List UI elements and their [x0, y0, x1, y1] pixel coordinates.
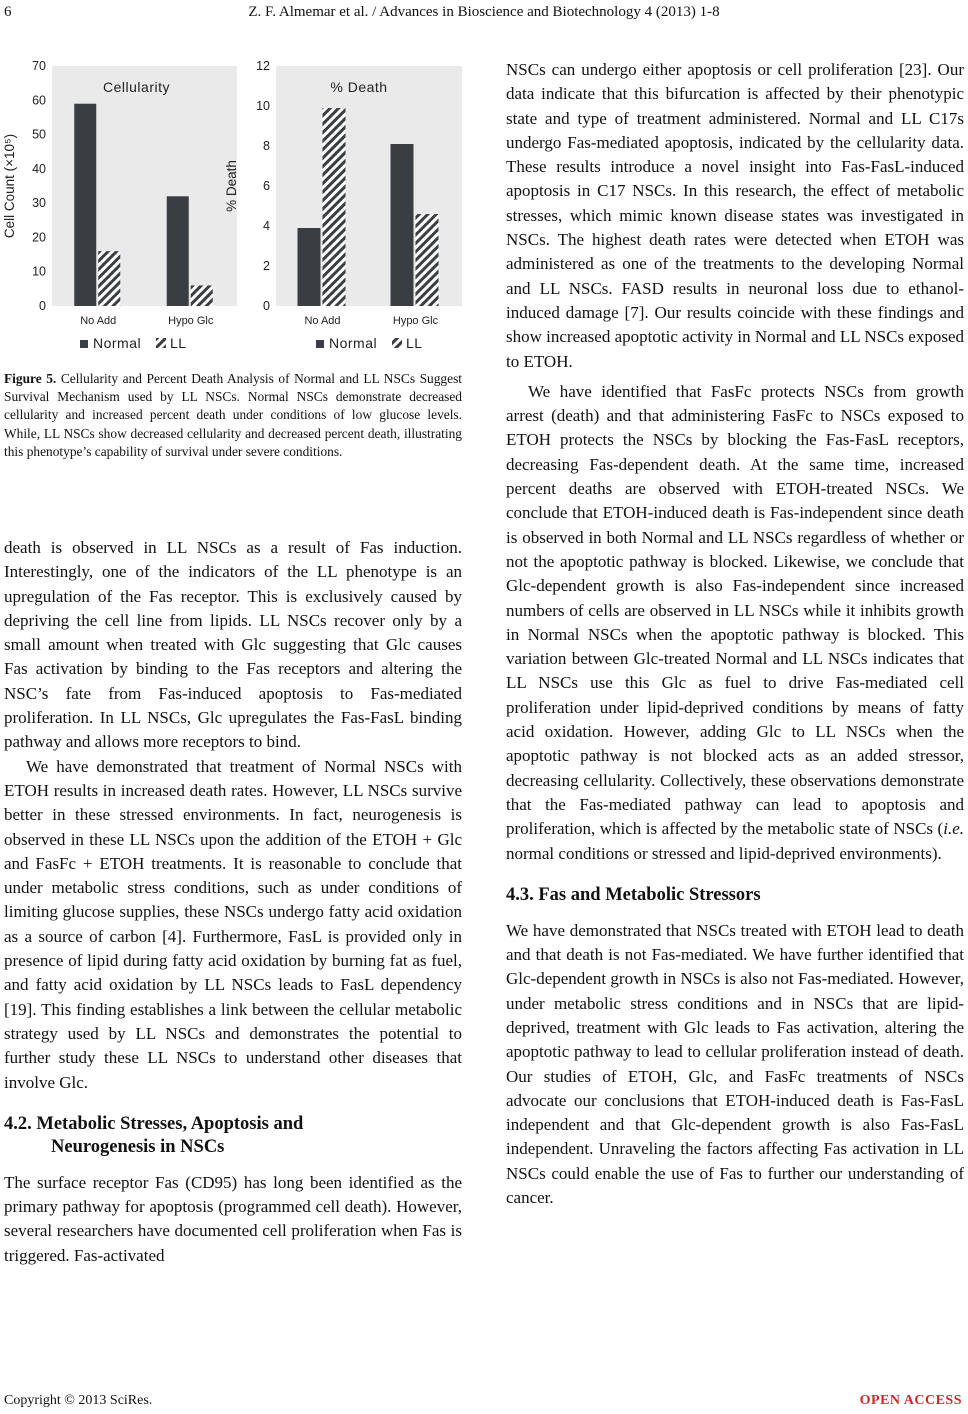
y-axis-label: % Death	[224, 160, 239, 212]
copyright-notice: Copyright © 2013 SciRes.	[4, 1393, 153, 1408]
paragraph	[506, 380, 964, 866]
bar-normal-no-add	[74, 104, 96, 306]
legend-label-ll: LL	[170, 335, 187, 351]
running-title: Z. F. Almemar et al. / Advances in Bioscience and Biotechnology 4 (2013) 1-8	[248, 4, 720, 20]
paragraph: The surface receptor Fas (CD95) has long been identified as the primary pathway for apoptosis (programmed cell death). However, several researchers have documented cell proliferation when Fas is triggered. Fas-activated	[4, 1172, 462, 1265]
bar-ll-no-add	[323, 108, 346, 306]
bar-normal-hypo-glc	[167, 196, 189, 306]
bar-ll-hypo-glc	[191, 285, 213, 306]
paragraph: We have demonstrated that treatment of Normal NSCs with ETOH results in increased death rates. However, LL NSCs survive better in these stressed environments. In fact, neurogenesis is observed in these LL NSCs upon the addition of the ETOH + Glc and FasFc + ETOH treatments. It is reasonable to conclude that under metabolic stress conditions, such as under conditions of limiting glucose supplies, these NSCs undergo fatty acid oxidation as a source of carbon [4]. Furthermore, FasL is provided only in presence of lipid during fatty acid oxidation by burning fat as fuel, and fatty acid oxidation by LL NSCs leads to FasL dependency [19]. This finding establishes a link between the cellular metabolic strategy used by LL NSCs and demonstrates the potential to further study these LL NSCs to understand other diseases that involve Glc.	[4, 756, 462, 1092]
y-tick-label: 8	[263, 139, 270, 153]
open-access-label: OPEN ACCESS	[859, 1393, 962, 1408]
y-axis-label: Cell Count (×10⁵)	[2, 133, 17, 239]
paragraph-text: normal conditions or stressed and lipid-deprived environments).	[506, 843, 942, 863]
x-tick-label: No Add	[304, 315, 341, 327]
legend-label-normal: Normal	[93, 335, 142, 351]
figure-caption	[4, 370, 462, 461]
paragraph: NSCs can undergo either apoptosis or cell proliferation [23]. Our data indicate that this bifurcation is affected by their phenotypic state and type of treatment administered. Normal and LL C17s undergo Fas-mediated apoptosis, indicated by the cellularity data. These results introduce a novel insight into Fas-FasL-induced apoptosis in C17 NSCs. In this research, the effect of metabolic stresses, which mimic known disease states was investigated in NSCs. The highest death rates were detected when ETOH was administered as one of the treatments to the developing Normal and LL NSCs. FASD results in neuronal loss due to ethanol-induced damage [7]. Our results coincide with these findings and show increased apoptotic activity in Normal and LL NSCs exposed to ETOH.	[506, 60, 964, 371]
chart-title: % Death	[330, 79, 388, 95]
heading-line: Neurogenesis in NSCs	[51, 1136, 225, 1157]
x-tick-label: Hypo Glc	[392, 315, 439, 327]
y-tick-label: 12	[256, 59, 270, 73]
chart-title: Cellularity	[103, 79, 170, 95]
left-column	[4, 536, 462, 1268]
paragraph: We have demonstrated that NSCs treated with ETOH lead to death and that death is not Fas-mediated. We have further identified that Glc-dependent growth in NSCs is also not Fas-mediated. However, under metabolic stress conditions and in NSCs that are lipid-deprived, treatment with Glc leads to Fas activation, altering the apoptotic pathway to lead to cellular proliferation instead of death. Our studies of ETOH, Glc, and FasFc treatments of NSCs advocate our conclusions that ETOH-induced death is Fas-FasL independent and that Glc-dependent growth is also Fas-FasL independent. Unraveling the factors affecting Fas activation in LL NSCs could enable the use of Fas to further our understanding of cancer.	[506, 920, 964, 1208]
y-tick-label: 0	[263, 299, 270, 313]
y-tick-label: 50	[32, 127, 46, 142]
legend-swatch-ll	[156, 338, 166, 348]
y-tick-label: 0	[39, 299, 46, 313]
legend-label-ll: LL	[406, 335, 423, 351]
x-tick-label: No Add	[80, 315, 117, 327]
bar-normal-hypo-glc	[391, 144, 414, 306]
percent-death-chart	[224, 52, 465, 364]
legend-swatch-normal	[80, 340, 88, 348]
legend-swatch-ll	[392, 338, 402, 348]
y-tick-label: 2	[263, 259, 270, 273]
y-tick-label: 30	[32, 196, 46, 211]
figure-caption-text: Cellularity and Percent Death Analysis of Normal and LL NSCs Suggest Survival Mechanism used by LL NSCs. Normal NSCs demonstrate decreased cellularity and increased percent death under conditions of low glucose levels. While, LL NSCs show decreased cellularity and decreased percent death, illustrating this phenotype’s capability of survival under severe conditions.	[4, 371, 462, 459]
y-tick-label: 40	[32, 161, 46, 176]
y-tick-label: 60	[32, 93, 46, 108]
x-tick-label: Hypo Glc	[168, 315, 214, 327]
y-tick-label: 10	[32, 264, 46, 279]
legend-label-normal: Normal	[329, 335, 378, 351]
page-number: 6	[4, 4, 12, 20]
section-heading-4-3: 4.3. Fas and Metabolic Stressors	[506, 884, 761, 905]
paragraph: death is observed in LL NSCs as a result of Fas induction. Interestingly, one of the indicators of the LL phenotype is an upregulation of the Fas receptor. This is exclusively caused by depriving the cell line from lipids. LL NSCs recover only by a small amount when treated with Glc suggesting that Glc causes Fas activation by binding to the Fas receptors and altering the NSC’s fate from Fas-induced apoptosis to Fas-mediated proliferation. In LL NSCs, Glc upregulates the Fas-FasL binding pathway and allows more receptors to bind.	[4, 538, 462, 752]
y-tick-label: 20	[32, 230, 46, 245]
legend-swatch-normal	[316, 340, 324, 348]
bar-ll-no-add	[98, 251, 120, 306]
cellularity-chart	[0, 52, 245, 364]
y-tick-label: 4	[263, 219, 270, 233]
y-tick-label: 10	[256, 99, 270, 113]
section-heading-4-2	[4, 1113, 462, 1159]
figure-label: Figure 5.	[4, 371, 57, 386]
heading-line: 4.2. Metabolic Stresses, Apoptosis and	[4, 1113, 304, 1134]
y-tick-label: 70	[32, 59, 46, 73]
right-column	[506, 58, 964, 1210]
italic-ie: i.e.	[943, 819, 964, 839]
bar-normal-no-add	[298, 228, 321, 306]
bar-ll-hypo-glc	[416, 214, 439, 306]
y-tick-label: 6	[263, 179, 270, 193]
paragraph-text: We have identified that FasFc protects NSCs from growth arrest (death) and that administering FasFc to NSCs exposed to ETOH protects the NSCs by blocking the Fas-FasL receptors, decreasing Fas-dependent death. At the same time, increased percent deaths are observed with ETOH-treated NSCs. We conclude that ETOH-induced death is Fas-independent since death is observed in both Normal and LL NSCs regardless of whether or not the apoptotic pathway is blocked. Likewise, we conclude that Glc-dependent growth is also Fas-independent since increased numbers of cells are observed in LL NSCs while it inhibits growth in Normal NSCs when the apoptotic pathway is blocked. This variation between Glc-treated Normal and LL NSCs indicates that LL NSCs use this Glc as fuel to drive Fas-mediated cell proliferation under lipid-deprived conditions by means of fatty acid oxidation. However, adding Glc to LL NSCs when the apoptotic pathway is not blocked acts as an added stressor, decreasing cellularity. Collectively, these observations demonstrate that the Fas-mediated pathway can lead to apoptosis and proliferation, which is affected by the metabolic state of NSCs (	[506, 381, 964, 839]
